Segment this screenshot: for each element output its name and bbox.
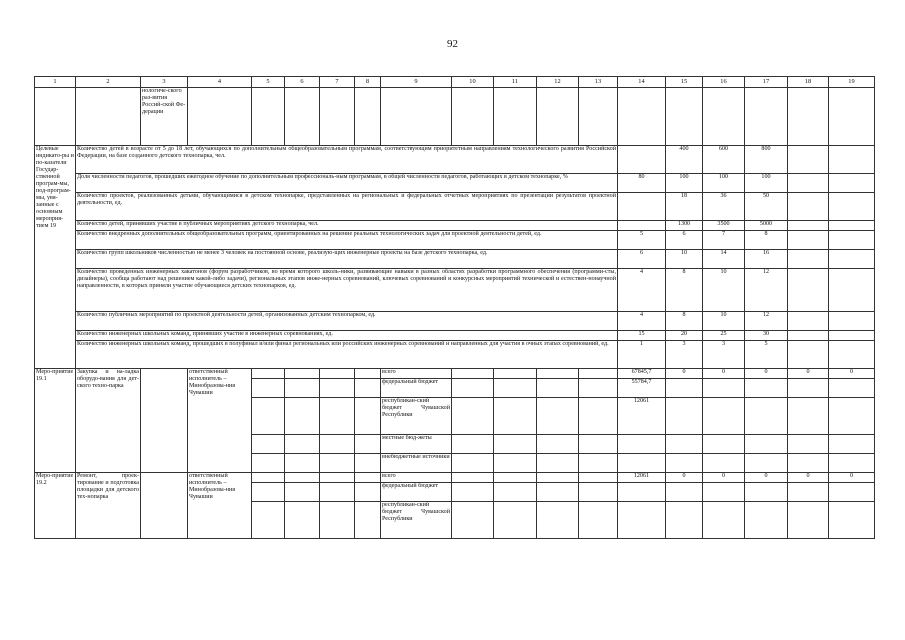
table-cell	[252, 435, 285, 454]
indicator-row	[35, 269, 875, 312]
value-2021: 7	[703, 231, 745, 250]
column-number: 12	[537, 77, 579, 88]
value-2021: 14	[703, 250, 745, 269]
measure-name: Закупка и на-ладка оборудо-вания для дет-ского техно-парка	[76, 369, 141, 473]
table-cell	[579, 369, 618, 379]
value-2022: 5000	[745, 221, 788, 231]
value-2020: 6	[666, 231, 703, 250]
column-number: 9	[381, 77, 452, 88]
funding-row	[35, 473, 875, 483]
funding-value	[745, 483, 788, 502]
indicator-row	[35, 231, 875, 250]
table-cell	[829, 341, 875, 369]
funding-value	[788, 435, 829, 454]
funding-value	[745, 398, 788, 435]
value-2020: 100	[666, 174, 703, 193]
table-cell	[788, 269, 829, 312]
table-cell	[537, 88, 579, 146]
program-table	[34, 76, 875, 539]
funding-value: 0	[745, 369, 788, 379]
funding-value	[618, 502, 666, 539]
table-cell	[829, 174, 875, 193]
funding-source: федеральный бюджет	[381, 379, 452, 398]
table-cell	[355, 454, 381, 473]
table-cell	[666, 88, 703, 146]
table-cell	[829, 88, 875, 146]
funding-value: 0	[829, 369, 875, 379]
value-2020: 20	[666, 331, 703, 341]
table-cell	[252, 473, 285, 483]
table-cell	[494, 435, 537, 454]
funding-value: 0	[666, 369, 703, 379]
funding-value	[703, 502, 745, 539]
table-cell	[788, 231, 829, 250]
funding-source: федеральный бюджет	[381, 483, 452, 502]
page-number: 92	[447, 38, 458, 50]
indicator-row	[35, 174, 875, 193]
column-number: 14	[618, 77, 666, 88]
table-cell	[252, 398, 285, 435]
column-number: 16	[703, 77, 745, 88]
funding-value	[788, 454, 829, 473]
column-number: 6	[285, 77, 320, 88]
table-cell	[320, 369, 355, 379]
indicator-row	[35, 193, 875, 221]
table-cell	[788, 221, 829, 231]
table-cell	[141, 369, 188, 473]
funding-value	[829, 483, 875, 502]
value-2019: 15	[618, 331, 666, 341]
value-2020: 18	[666, 193, 703, 221]
measure-label: Меро-приятие 19.2	[35, 473, 76, 539]
funding-value: 0	[666, 473, 703, 483]
table-cell	[355, 502, 381, 539]
table-cell	[537, 369, 579, 379]
table-cell	[355, 483, 381, 502]
table-cell	[829, 312, 875, 331]
funding-source: местные бюд-жеты	[381, 435, 452, 454]
funding-value	[703, 435, 745, 454]
value-2022: 12	[745, 312, 788, 331]
funding-value	[618, 435, 666, 454]
table-cell	[494, 473, 537, 483]
table-cell	[537, 379, 579, 398]
column-number: 5	[252, 77, 285, 88]
column-number: 15	[666, 77, 703, 88]
column-number-row	[35, 77, 875, 88]
table-cell	[494, 379, 537, 398]
table-cell	[285, 483, 320, 502]
value-2022: 30	[745, 331, 788, 341]
funding-value: 0	[829, 473, 875, 483]
table-cell	[537, 454, 579, 473]
table-cell	[285, 369, 320, 379]
table-cell	[494, 454, 537, 473]
table-cell	[355, 473, 381, 483]
table-cell	[829, 231, 875, 250]
table-cell	[537, 502, 579, 539]
value-2021: 100	[703, 174, 745, 193]
funding-value	[788, 483, 829, 502]
value-2020: 1300	[666, 221, 703, 231]
indicator-text: Количество инженерных школьных команд, прошедших в полуфинал и/или финал региональных или российских инженерных соревнований и направленных для участия в очных этапах соревнований, ед.	[76, 341, 618, 369]
table-cell	[788, 312, 829, 331]
table-cell	[452, 88, 494, 146]
table-cell	[320, 502, 355, 539]
funding-value: 0	[788, 473, 829, 483]
indicator-text: Количество детей, принявших участие в публичных мероприятиях детского технопарка, чел.	[76, 221, 618, 231]
funding-value	[829, 502, 875, 539]
table-cell	[494, 88, 537, 146]
funding-value	[703, 483, 745, 502]
column-number: 4	[188, 77, 252, 88]
indicator-text: Количество внедренных дополнительных общеобразовательных программ, ориентированных на решение реальных технологических задач для проектной деятельности детей, ед.	[76, 231, 618, 250]
table-cell	[452, 473, 494, 483]
indicator-text: Количество публичных мероприятий по проектной деятельности детей, организованных детским технопарком, ед.	[76, 312, 618, 331]
funding-value	[788, 398, 829, 435]
column-number: 18	[788, 77, 829, 88]
table-cell	[537, 483, 579, 502]
table-cell	[188, 88, 252, 146]
table-cell	[788, 88, 829, 146]
column-number: 10	[452, 77, 494, 88]
funding-source: внебюджетные источники	[381, 454, 452, 473]
funding-value	[666, 502, 703, 539]
table-cell	[452, 398, 494, 435]
funding-row	[35, 369, 875, 379]
table-cell	[320, 473, 355, 483]
target-indicators-label: Целевые индикато-ры и по-казатели Государ-ственной програм-мы, под-програм-мы, увя-занные с основным мероприя-тием 19	[35, 146, 76, 369]
funding-value	[666, 435, 703, 454]
indicator-row	[35, 341, 875, 369]
funding-value	[829, 454, 875, 473]
table-cell	[355, 88, 381, 146]
funding-value	[703, 454, 745, 473]
value-2019	[618, 221, 666, 231]
table-cell	[320, 435, 355, 454]
table-cell	[579, 454, 618, 473]
funding-source: всего	[381, 473, 452, 483]
funding-value: 0	[703, 473, 745, 483]
funding-value: 0	[745, 473, 788, 483]
indicator-text: Количество групп школьников численностью не менее 3 человек на постоянной основе, реализую-щих инженерные проекты на базе детского технопарка, ед.	[76, 250, 618, 269]
value-2021: 600	[703, 146, 745, 174]
indicator-row	[35, 331, 875, 341]
funding-value	[666, 454, 703, 473]
table-cell	[252, 379, 285, 398]
table-cell	[745, 88, 788, 146]
table-cell	[537, 435, 579, 454]
table-cell	[76, 88, 141, 146]
value-2022: 8	[745, 231, 788, 250]
value-2022: 800	[745, 146, 788, 174]
indicator-text: Количество проведенных инженерных хакатонов (форум разработчиков, во время которого школь-ники, развивающие навыки в разных областях разработки программного обеспечения (программи-сты, дизайнеры), сообща работают над решением какой-либо задачи), региональных этапов инже-нерных соревнований, ключевых соревнований и конкурсных мероприятий технической и естествен-нонаучной направленности, в которых приняли участие обучающиеся детских технопарков, ед.	[76, 269, 618, 312]
table-cell	[355, 435, 381, 454]
indicator-text: Доля численности педагогов, прошедших ежегодное обучение по дополнительным профессиональ-ным программам, в общей численности педагогов, работающих в детском технопарке, %	[76, 174, 618, 193]
table-cell	[494, 483, 537, 502]
funding-source: всего	[381, 369, 452, 379]
table-cell	[452, 483, 494, 502]
indicator-text: Количество инженерных школьных команд, принявших участие в инженерных соревнованиях, ед.	[76, 331, 618, 341]
column-number: 2	[76, 77, 141, 88]
table-cell	[537, 473, 579, 483]
table-cell	[355, 369, 381, 379]
table-cell	[579, 483, 618, 502]
funding-value	[703, 398, 745, 435]
table-cell	[788, 193, 829, 221]
funding-value	[829, 379, 875, 398]
table-cell	[35, 88, 76, 146]
table-cell	[252, 454, 285, 473]
table-cell	[285, 88, 320, 146]
funding-value	[618, 483, 666, 502]
table-cell	[285, 398, 320, 435]
indicator-text: Количество проектов, реализованных детьми, обучающимися в детском технопарке, представленных на региональных и федеральных отчетных мероприятиях по презентации результатов проектной деятельности, ед.	[76, 193, 618, 221]
funding-value	[666, 483, 703, 502]
table-cell	[579, 88, 618, 146]
table-cell	[788, 331, 829, 341]
value-2019: 6	[618, 250, 666, 269]
funding-value	[788, 379, 829, 398]
funding-value: 12061	[618, 398, 666, 435]
table-cell	[285, 502, 320, 539]
table-cell	[452, 502, 494, 539]
value-2022: 16	[745, 250, 788, 269]
table-cell	[252, 502, 285, 539]
value-2021: 25	[703, 331, 745, 341]
funding-value: 55784,7	[618, 379, 666, 398]
funding-value	[745, 454, 788, 473]
indicator-text: Количество детей в возрасте от 5 до 18 лет, обучающихся по дополнительным общеобразовательным программам, соответствующим приоритетным направлениям технологического развития Российской Федерации, на базе созданного детского технопарка, чел.	[76, 146, 618, 174]
table-cell	[537, 398, 579, 435]
table-cell	[355, 398, 381, 435]
table-cell	[285, 379, 320, 398]
funding-value: 67845,7	[618, 369, 666, 379]
table-cell	[829, 331, 875, 341]
funding-value	[618, 454, 666, 473]
funding-value	[745, 502, 788, 539]
table-cell	[788, 341, 829, 369]
table-cell	[579, 473, 618, 483]
table-cell	[452, 454, 494, 473]
table-cell	[141, 473, 188, 539]
value-2021: 10	[703, 312, 745, 331]
value-2019: 5	[618, 231, 666, 250]
measure-executor: ответственный исполнитель – Минобразова-ния Чувашии	[188, 369, 252, 473]
value-2022: 50	[745, 193, 788, 221]
value-2020: 3	[666, 341, 703, 369]
value-2022: 5	[745, 341, 788, 369]
value-2020: 8	[666, 269, 703, 312]
table-cell	[320, 398, 355, 435]
table-cell	[381, 88, 452, 146]
funding-value	[666, 398, 703, 435]
measure-executor: ответственный исполнитель – Минобразова-ния Чувашии	[188, 473, 252, 539]
funding-value	[745, 379, 788, 398]
value-2019: 4	[618, 312, 666, 331]
value-2021: 3500	[703, 221, 745, 231]
column-number: 11	[494, 77, 537, 88]
column-number: 17	[745, 77, 788, 88]
continuation-row	[35, 88, 875, 146]
measure-name: Ремонт, проек-тирование и подготовка площадки для детского тех-нопарка	[76, 473, 141, 539]
indicator-row	[35, 250, 875, 269]
funding-value	[666, 379, 703, 398]
table-cell	[788, 174, 829, 193]
funding-source: республикан-ский бюджет Чувашской Республики	[381, 502, 452, 539]
table-cell	[452, 369, 494, 379]
funding-value	[788, 502, 829, 539]
table-cell	[788, 146, 829, 174]
table-cell	[579, 398, 618, 435]
value-2019	[618, 146, 666, 174]
table-cell	[494, 502, 537, 539]
table-cell	[703, 88, 745, 146]
table-cell	[320, 483, 355, 502]
table-cell	[579, 379, 618, 398]
column-number: 13	[579, 77, 618, 88]
table-cell	[494, 398, 537, 435]
column-number: 1	[35, 77, 76, 88]
funding-value	[703, 379, 745, 398]
table-cell	[355, 379, 381, 398]
table-cell	[494, 369, 537, 379]
table-cell	[285, 473, 320, 483]
column-number: 8	[355, 77, 381, 88]
measure-label: Меро-приятие 19.1	[35, 369, 76, 473]
indicator-row	[35, 221, 875, 231]
value-2021: 10	[703, 269, 745, 312]
value-2020: 8	[666, 312, 703, 331]
table-cell	[452, 379, 494, 398]
table-cell	[829, 250, 875, 269]
table-cell	[579, 435, 618, 454]
value-2019: 4	[618, 269, 666, 312]
value-2022: 100	[745, 174, 788, 193]
funding-value	[829, 435, 875, 454]
table-cell	[320, 88, 355, 146]
column-number: 7	[320, 77, 355, 88]
value-2020: 10	[666, 250, 703, 269]
indicator-row	[35, 146, 875, 174]
column-number: 3	[141, 77, 188, 88]
table-cell	[285, 435, 320, 454]
funding-value: 12061	[618, 473, 666, 483]
table-cell	[788, 250, 829, 269]
funding-value: 0	[788, 369, 829, 379]
value-2019	[618, 193, 666, 221]
table-cell	[320, 454, 355, 473]
table-cell	[579, 502, 618, 539]
continuation-text: нологиче-ского раз-вития Россий-ской Фе-дерации	[141, 88, 188, 146]
funding-value	[745, 435, 788, 454]
table-cell	[252, 483, 285, 502]
value-2019: 80	[618, 174, 666, 193]
table-cell	[452, 435, 494, 454]
value-2022: 12	[745, 269, 788, 312]
table-cell	[285, 454, 320, 473]
table-cell	[252, 88, 285, 146]
value-2021: 3	[703, 341, 745, 369]
column-number: 19	[829, 77, 875, 88]
funding-source: республикан-ский бюджет Чувашской Республики	[381, 398, 452, 435]
table-cell	[829, 221, 875, 231]
table-cell	[252, 369, 285, 379]
value-2019: 1	[618, 341, 666, 369]
table-cell	[320, 379, 355, 398]
table-cell	[829, 193, 875, 221]
funding-value	[829, 398, 875, 435]
indicator-row	[35, 312, 875, 331]
table-cell	[829, 146, 875, 174]
value-2021: 36	[703, 193, 745, 221]
value-2020: 400	[666, 146, 703, 174]
table-cell	[618, 88, 666, 146]
table-cell	[829, 269, 875, 312]
funding-value: 0	[703, 369, 745, 379]
